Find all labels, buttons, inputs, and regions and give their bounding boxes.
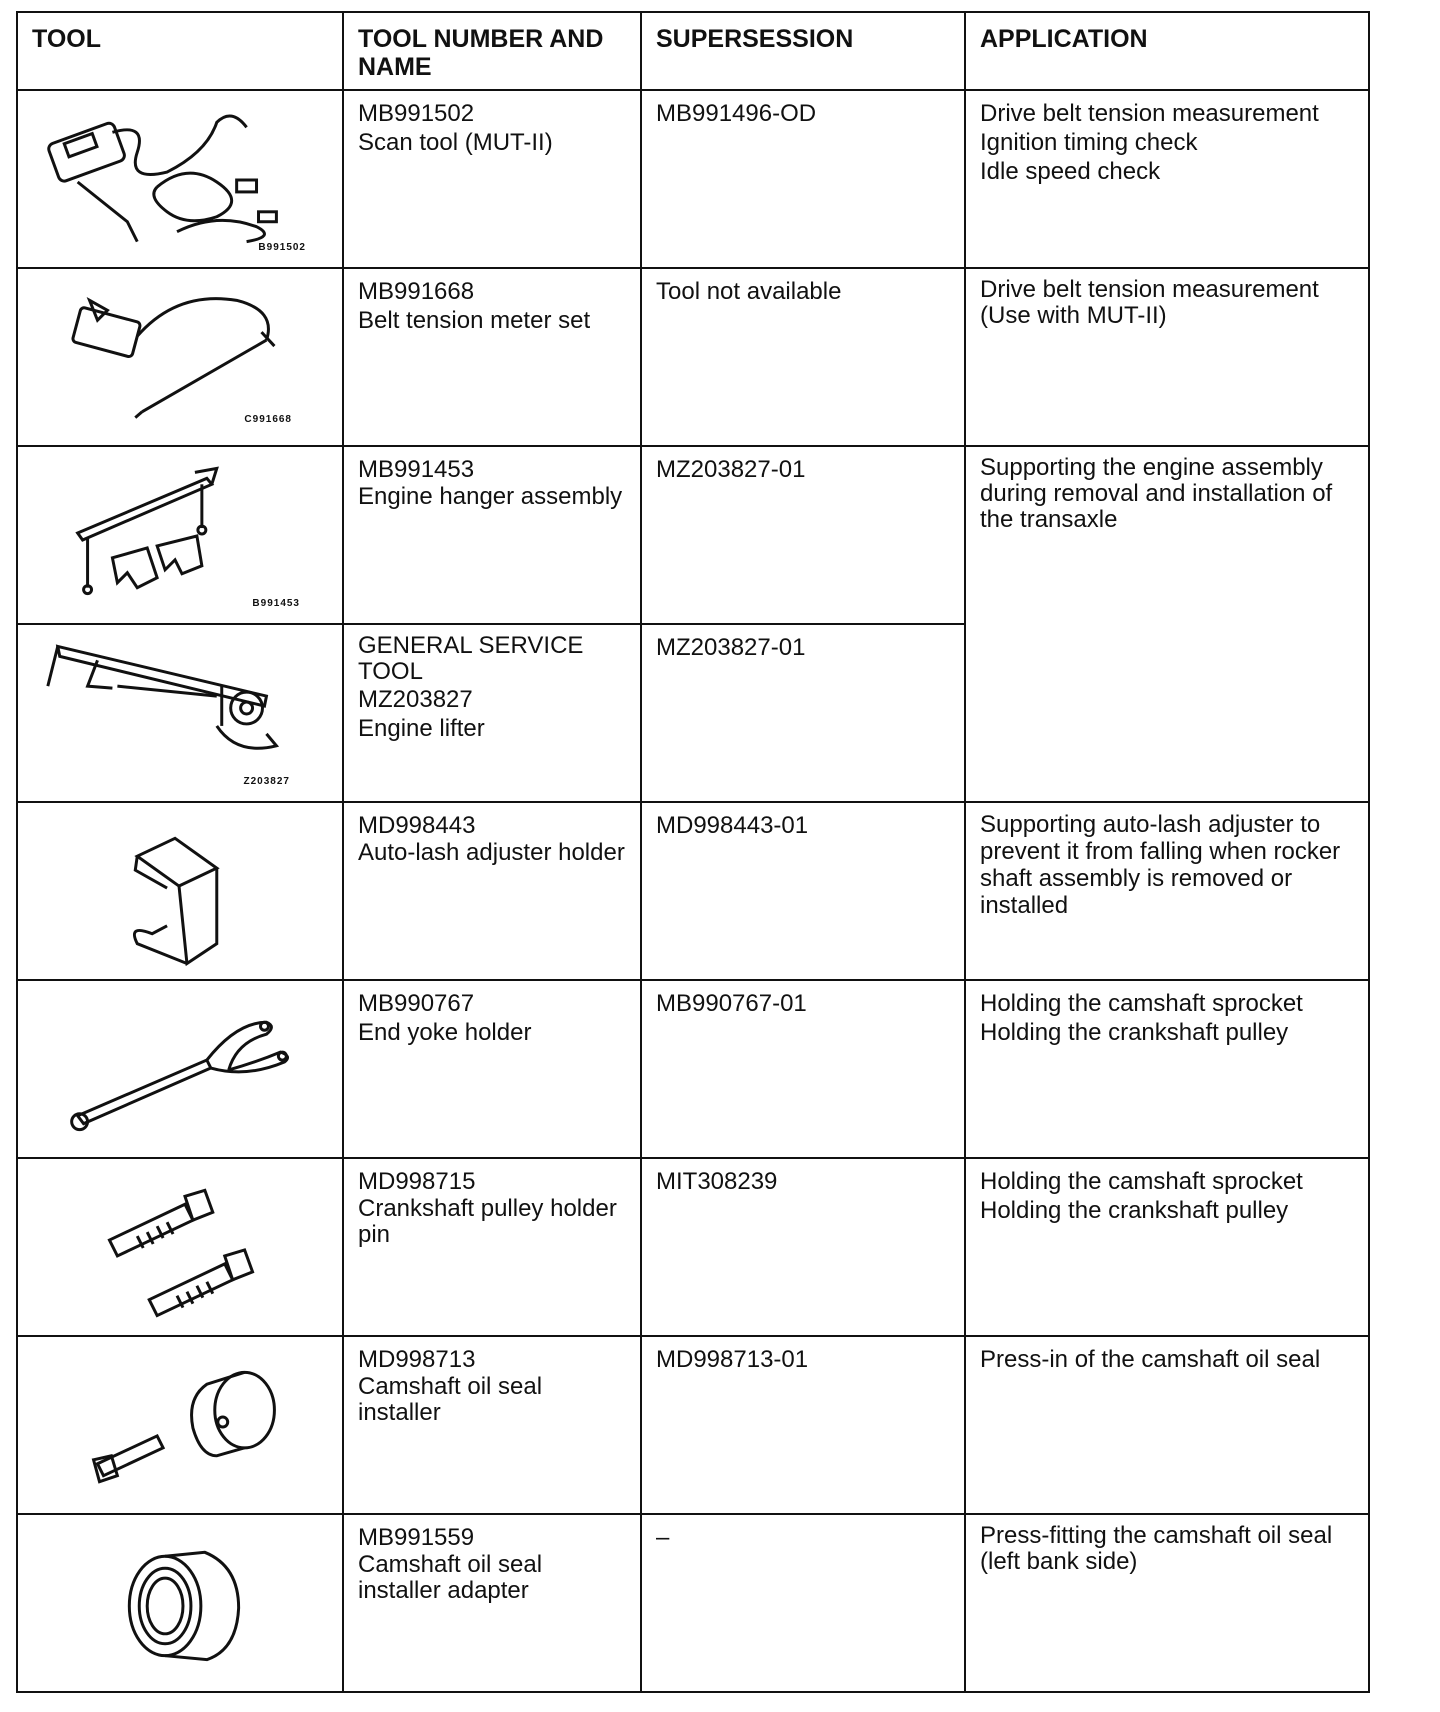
supersession-cell [641,268,965,446]
tool-number: MD998443 [358,812,476,839]
tool-image-cell [17,446,343,624]
engine-lifter-illustration [18,625,342,801]
application-cell [965,90,1369,268]
tool-image-code: Z203827 [243,776,290,787]
tool-number: MD998715 [358,1168,476,1195]
application-cell [965,268,1369,446]
tool-name: Camshaft oil seal installer [358,1373,543,1426]
tool-image-cell [17,624,343,802]
end-yoke-holder-illustration [18,981,342,1157]
tool-image-cell [17,90,343,268]
tool-number-name-cell [343,624,641,802]
application-line: Holding the camshaft sprocket [980,1168,1303,1195]
application-line: Idle speed check [980,158,1161,185]
tool-image-cell [17,802,343,980]
tool-image-code: B991453 [252,598,300,609]
application-cell [965,1158,1369,1336]
supersession-value: MZ203827-01 [656,456,806,483]
tool-image-code: C991668 [244,414,292,425]
tool-image-cell [17,1336,343,1514]
application-line: Supporting auto-lash adjuster to prevent it from falling when rocker shaft assembly is removed or installed [980,811,1341,919]
application-line: Holding the crankshaft pulley [980,1197,1289,1224]
tool-number-name-cell [343,802,641,980]
application-line: Press-in of the camshaft oil seal [980,1346,1321,1373]
header-tool-number-name: TOOL NUMBER AND NAME [343,12,641,90]
supersession-value: Tool not available [656,278,842,305]
scan-tool-illustration [18,91,342,267]
tool-number: MB991668 [358,278,475,305]
table-row [17,1158,1369,1336]
tool-image-code: B991502 [258,242,306,253]
tool-number-name-cell [343,1514,641,1692]
tool-image-cell [17,268,343,446]
supersession-cell [641,802,965,980]
application-line: Drive belt tension measurement [980,100,1319,127]
tool-number-name-cell [343,980,641,1158]
tool-name: End yoke holder [358,1019,532,1046]
header-row [17,12,1369,90]
tool-name: Engine lifter [358,715,485,742]
application-line: Supporting the engine assembly during removal and installation of the transaxle [980,454,1333,533]
header-tool: TOOL [17,12,343,90]
tool-number-name-cell [343,90,641,268]
supersession-value: MZ203827-01 [656,634,806,661]
header-application: APPLICATION [965,12,1369,90]
camshaft-oil-seal-installer-adapter-illustration [18,1515,342,1691]
belt-tension-meter-illustration [18,269,342,445]
supersession-cell [641,1336,965,1514]
application-line: Ignition timing check [980,129,1198,156]
table-row [17,268,1369,446]
supersession-value: MD998443-01 [656,812,809,839]
application-cell [965,446,1369,802]
supersession-cell [641,980,965,1158]
tool-number-name-cell [343,1336,641,1514]
tool-image-cell [17,1514,343,1692]
tool-number-name-cell [343,446,641,624]
supersession-cell [641,1514,965,1692]
tool-image-cell [17,1158,343,1336]
tool-number: MB991559 [358,1524,475,1551]
tool-number: MD998713 [358,1346,476,1373]
application-line: Holding the crankshaft pulley [980,1019,1289,1046]
supersession-value: MIT308239 [656,1168,778,1195]
supersession-cell [641,446,965,624]
tool-number: MB990767 [358,990,475,1017]
application-line: Press-fitting the camshaft oil seal (left bank side) [980,1522,1333,1575]
table-row [17,980,1369,1158]
table-row [17,446,1369,624]
engine-hanger-illustration [18,447,342,623]
supersession-value: – [656,1524,670,1551]
header-supersession: SUPERSESSION [641,12,965,90]
tool-prefix: GENERAL SERVICE TOOL [358,632,584,685]
supersession-cell [641,624,965,802]
tool-number-name-cell [343,268,641,446]
tool-name: Camshaft oil seal installer adapter [358,1551,543,1604]
table-row [17,802,1369,980]
application-line: Holding the camshaft sprocket [980,990,1303,1017]
tool-image-cell [17,980,343,1158]
tool-name: Auto-lash adjuster holder [358,839,625,866]
tool-number: MZ203827 [358,686,473,713]
application-cell [965,1336,1369,1514]
application-cell [965,1514,1369,1692]
auto-lash-adjuster-holder-illustration [18,803,342,979]
supersession-cell [641,90,965,268]
supersession-value: MB990767-01 [656,990,807,1017]
table-row [17,1336,1369,1514]
special-tools-table [16,11,1370,1693]
tool-name: Scan tool (MUT-II) [358,129,553,156]
application-cell [965,980,1369,1158]
table-row [17,1514,1369,1692]
tool-number-name-cell [343,1158,641,1336]
crankshaft-pulley-holder-pin-illustration [18,1159,342,1335]
camshaft-oil-seal-installer-illustration [18,1337,342,1513]
tool-number: MB991453 [358,456,475,483]
supersession-cell [641,1158,965,1336]
application-line: Drive belt tension measurement (Use with MUT-II) [980,276,1319,329]
tool-name: Belt tension meter set [358,307,591,334]
tool-name: Engine hanger assembly [358,483,623,510]
supersession-value: MB991496-OD [656,100,817,127]
supersession-value: MD998713-01 [656,1346,809,1373]
tool-number: MB991502 [358,100,475,127]
table-row [17,90,1369,268]
tool-name: Crankshaft pulley holder pin [358,1195,617,1248]
application-cell [965,802,1369,980]
